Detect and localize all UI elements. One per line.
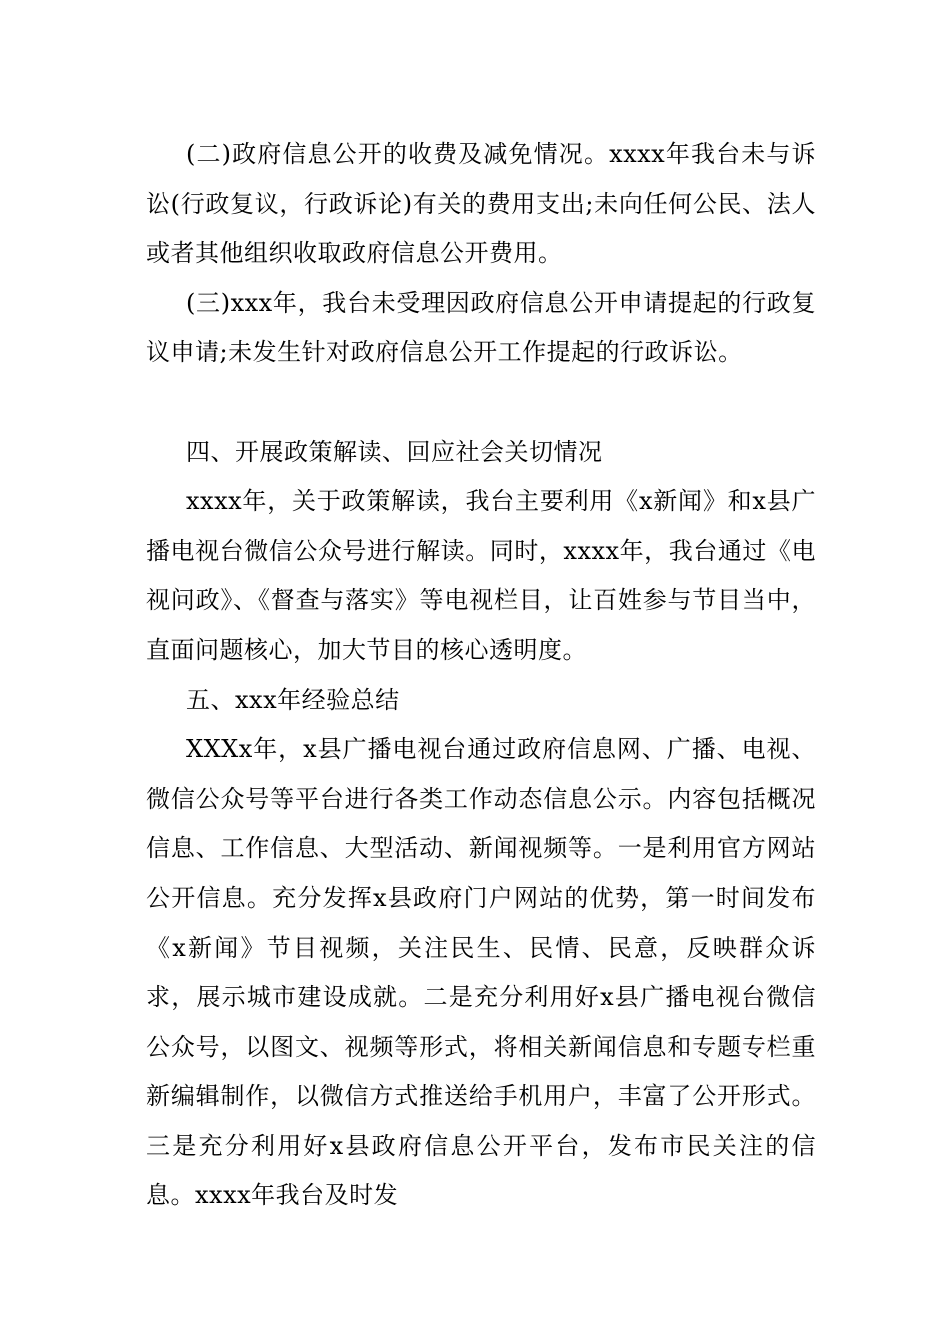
paragraph-fees-exemptions: (二)政府信息公开的收费及减免情况。xxxx年我台未与诉讼(行政复议，行政诉论)有关的费用支出;未向任何公民、法人或者其他组织收取政府信息公开费用。 xyxy=(146,140,816,268)
paragraph-administrative-review: (三)xxx年，我台未受理因政府信息公开申请提起的行政复议申请;未发生针对政府信息公开工作提起的行政诉讼。 xyxy=(146,288,816,367)
section-heading-policy-interpretation: 四、开展政策解读、回应社会关切情况 xyxy=(186,437,603,466)
document-body xyxy=(146,130,816,1221)
paragraph-policy-interpretation: xxxx年，关于政策解读，我台主要利用《x新闻》和x县广播电视台微信公众号进行解读。同时，xxxx年，我台通过《电视问政》、《督查与落实》等电视栏目，让百姓参与节目当中，直面问题核心，加大节目的核心透明度。 xyxy=(146,487,816,664)
blank-line xyxy=(146,378,816,428)
paragraph-experience-summary: XXXx年，x县广播电视台通过政府信息网、广播、电视、微信公众号等平台进行各类工作动态信息公示。内容包括概况信息、工作信息、大型活动、新闻视频等。一是利用官方网站公开信息。充分发挥x县政府门户网站的优势，第一时间发布《x新闻》节目视频，关注民生、民情、民意，反映群众诉求，展示城市建设成就。二是充分利用好x县广播电视台微信公众号，以图文、视频等形式，将相关新闻信息和专题专栏重新编辑制作，以微信方式推送给手机用户，丰富了公开形式。三是充分利用好x县政府信息公开平台，发布市民关注的信息。xxxx年我台及时发 xyxy=(146,735,816,1210)
section-heading-experience-summary: 五、xxx年经验总结 xyxy=(186,685,400,714)
